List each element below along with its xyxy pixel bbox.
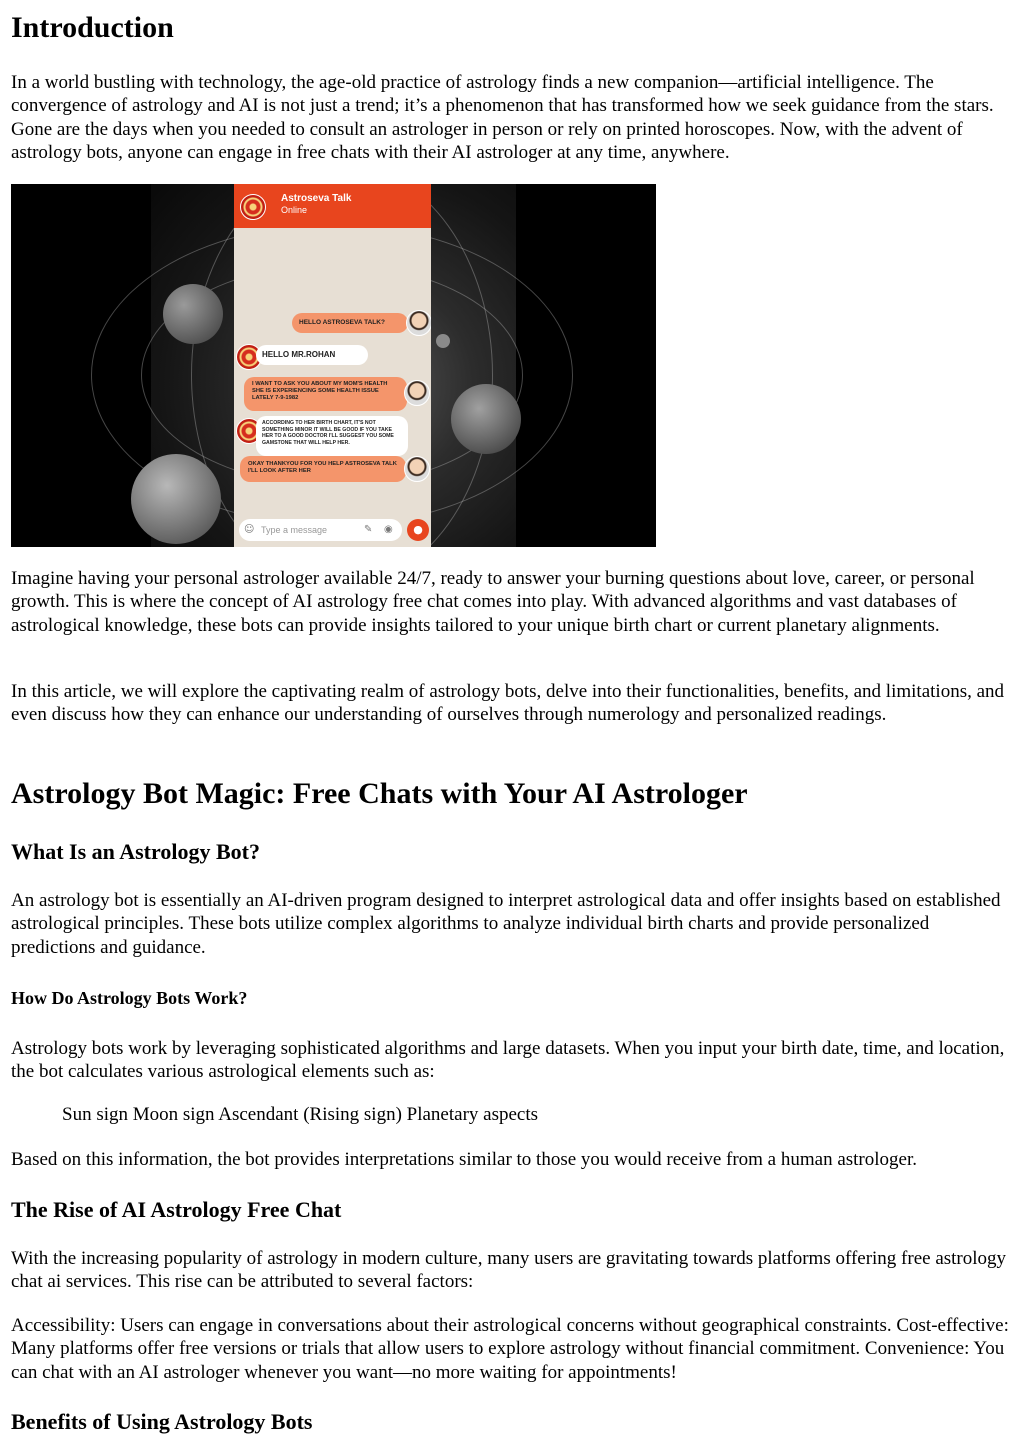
factors-paragraph: Accessibility: Users can engage in conversations about their astrological concerns without geographical constraints. Cost-effective: Many platforms offer free versions or trials that allow users to explore astrology without financial commitment. Convenience: You can chat with an AI astrologer whenever you want—no more waiting for appointments! [11,1315,1009,1383]
message-user-1: HELLO ASTROSEVA TALK? [292,313,408,333]
elements-list: Sun sign Moon sign Ascendant (Rising sign) Planetary aspects [62,1104,539,1125]
body-paragraph-1: Imagine having your personal astrologer available 24/7, ready to answer your burning questions about love, career, or personal growth. This is where the concept of AI astrology free chat comes into play. With advanced algorithms and vast databases of astrological knowledge, these bots can provide insights tailored to your unique birth chart or current planetary alignments. [11,568,975,636]
intro-heading: Introduction [11,11,174,44]
message-input-bar [239,519,402,541]
rise-heading: The Rise of AI Astrology Free Chat [11,1197,342,1222]
astroseva-logo-icon [240,194,266,220]
section-heading: Astrology Bot Magic: Free Chats with Your AI Astrologer [11,777,748,810]
chat-illustration [11,184,656,547]
message-input-placeholder: Type a message [261,525,328,535]
what-heading: What Is an Astrology Bot? [11,839,260,864]
rise-paragraph: With the increasing popularity of astrology in modern culture, many users are gravitating towards platforms offering free astrology chat ai services. This rise can be attributed to several factors: [11,1248,1007,1293]
user-avatar [404,456,430,482]
attach-icon: ✎ [364,524,373,535]
phone-screen [234,184,431,547]
mic-icon: ● [407,519,429,541]
benefits-heading: Benefits of Using Astrology Bots [11,1409,313,1434]
chat-status: Online [281,205,308,215]
chat-header [234,184,431,228]
emoji-icon: ☺ [244,524,255,535]
intro-paragraph: In a world bustling with technology, the age-old practice of astrology finds a new companion—artificial intelligence. The convergence of astrology and AI is not just a trend; it’s a phenomenon that has transformed how we seek guidance from the stars. Gone are the days when you needed to consult an astrologer in person or rely on printed horoscopes. Now, with the advent of astrology bots, anyone can engage in free chats with their AI astrologer at any time, anywhere. [11,72,994,163]
how-paragraph: Astrology bots work by leveraging sophisticated algorithms and large datasets. When you input your birth date, time, and location, the bot calculates various astrological elements such as: [11,1038,1005,1083]
chat-app-name: Astroseva Talk [281,193,352,204]
what-paragraph: An astrology bot is essentially an AI-driven program designed to interpret astrological data and offer insights based on established astrological principles. These bots utilize complex algorithms to analyze individual birth charts and provide personalized predictions and guidance. [11,890,1001,958]
message-user-2: I WANT TO ASK YOU ABOUT MY MOM'S HEALTH SHE IS EXPERIENCING SOME HEALTH ISSUE LATELY 7-9-1982 [244,377,407,411]
how-after-paragraph: Based on this information, the bot provides interpretations similar to those you would receive from a human astrologer. [11,1149,917,1170]
body-paragraph-2: In this article, we will explore the captivating realm of astrology bots, delve into their functionalities, benefits, and limitations, and even discuss how they can enhance our understanding of ourselves through numerology and personalized readings. [11,681,1005,726]
message-user-3: OKAY THANKYOU FOR YOU HELP ASTROSEVA TALK I'LL LOOK AFTER HER [240,456,406,482]
camera-icon: ◉ [384,524,393,535]
message-bot-1: HELLO MR.ROHAN [256,345,368,365]
message-bot-2: ACCORDING TO HER BIRTH CHART, IT'S NOT SOMETHING MINOR IT WILL BE GOOD IF YOU TAKE HER TO A GOOD DOCTOR I'LL SUGGEST YOU SOME GAMSTONE THAT WILL HELP HER. [256,416,408,456]
user-avatar [404,380,430,406]
how-heading: How Do Astrology Bots Work? [11,988,248,1008]
user-avatar [406,310,431,336]
